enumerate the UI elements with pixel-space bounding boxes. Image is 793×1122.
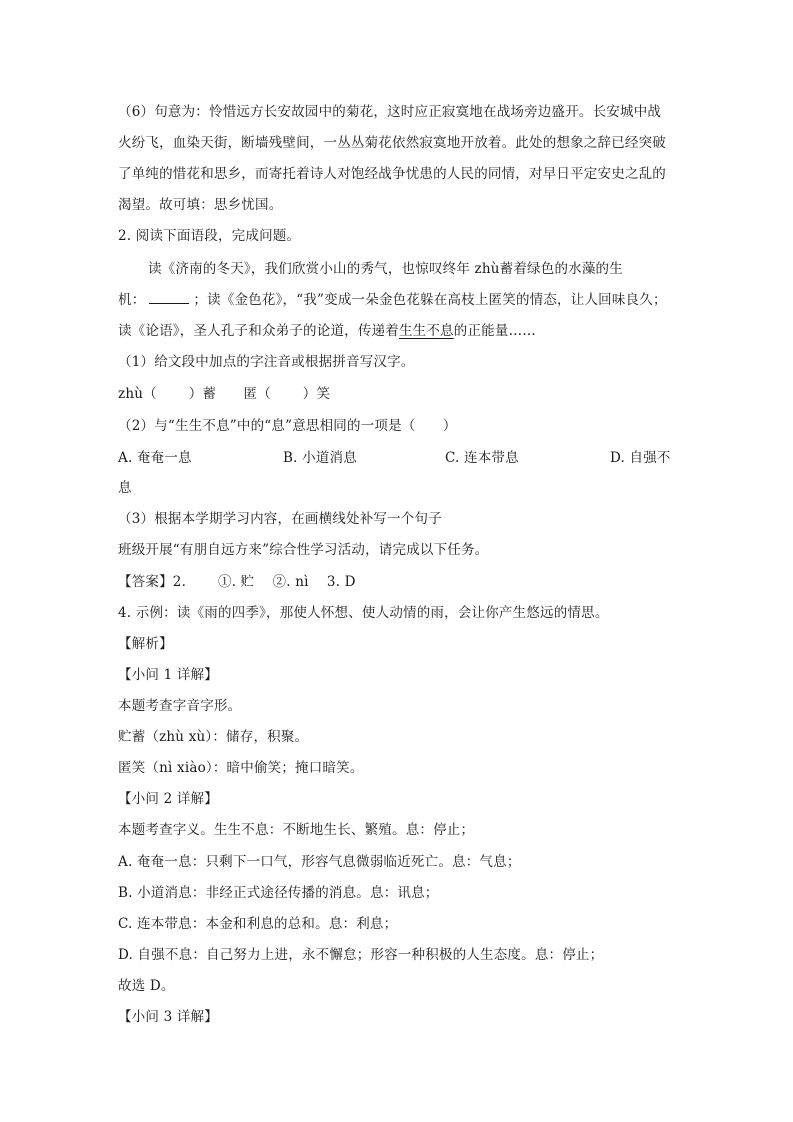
option-b: B. 小道消息	[283, 450, 357, 466]
answer-line-1: 【答案】2. ①. 贮 ②. nì 3. D	[118, 574, 356, 590]
passage-line-3-prefix: 读《论语》，圣人孔子和众弟子的论道，传递着	[118, 323, 399, 339]
sub-q1-line-3: 匿笑（nì xiào）：暗中偷笑；掩口暗笑。	[118, 760, 364, 776]
option-d: D. 自强不	[610, 450, 671, 466]
passage-line-3	[118, 321, 536, 341]
sub-q2-line-c: C. 连本带息：本金和利息的总和。息：利息；	[118, 916, 398, 932]
activity-instruction: 班级开展“有朋自远方来”综合性学习活动，请完成以下任务。	[118, 542, 489, 558]
fill-in-blank	[149, 291, 189, 304]
sub-q2-heading: 【小问 2 详解】	[118, 791, 218, 807]
sub-q1-heading: 【小问 1 详解】	[118, 667, 218, 683]
part6-line-4: 渴望。故可填：思乡忧国。	[118, 197, 283, 213]
sub-q1-line-2: 贮蓄（zhù xù）：储存，积聚。	[118, 729, 309, 745]
passage-line-3-suffix: 的正能量……	[453, 323, 536, 339]
part6-line-3: 了单纯的惜花和思乡，而寄托着诗人对饱经战争忧患的人民的同情，对早日平定安史之乱的	[118, 166, 666, 182]
part6-line-2: 火纷飞，血染天街，断墙残壁间，一丛丛菊花依然寂寞地开放着。此处的想象之辞已经突破	[118, 135, 666, 151]
part6-line-1: （6）句意为：怜惜远方长安故园中的菊花，这时应正寂寞地在战场旁边盛开。长安城中战	[118, 104, 662, 120]
option-a: A. 奄奄一息	[118, 450, 192, 466]
analysis-heading: 【解析】	[118, 636, 173, 652]
passage-line-2	[118, 290, 667, 310]
sub-q2-line-1: 本题考查字义。生生不息：不断地生长、繁殖。息：停止；	[118, 822, 475, 838]
sub-q3-heading: 【小问 3 详解】	[118, 1009, 218, 1025]
sub-question-1-fill: zhù（ ）蓄 匿（ ）笑	[118, 386, 331, 402]
sub-question-3: （3）根据本学期学习内容，在画横线处补写一个句子	[118, 511, 442, 527]
passage-line-2-suffix: ；读《金色花》，“我”变成一朵金色花躲在高枝上匿笑的情态，让人回味良久；	[193, 292, 667, 308]
sub-q2-line-b: B. 小道消息：非经正式途径传播的消息。息：讯息；	[118, 885, 439, 901]
question-2-title: 2. 阅读下面语段，完成问题。	[118, 228, 301, 244]
passage-line-1: 读《济南的冬天》，我们欣赏小山的秀气，也惊叹终年 zhù蓄着绿色的水藻的生	[148, 261, 623, 277]
sub-q2-line-d: D. 自强不息：自己努力上进，永不懈怠；形容一种积极的人生态度。息：停止；	[118, 947, 604, 963]
sub-q2-conclusion: 故选 D。	[118, 978, 175, 994]
options-row	[118, 448, 671, 468]
sub-q2-line-a: A. 奄奄一息：只剩下一口气，形容气息微弱临近死亡。息：气息；	[118, 854, 521, 870]
sub-question-1: （1）给文段中加点的字注音或根据拼音写汉字。	[118, 354, 415, 370]
option-d-wrap: 息	[118, 480, 132, 496]
passage-line-2-prefix: 机：	[118, 292, 146, 308]
underlined-phrase: 生生不息	[398, 323, 454, 339]
sub-question-2: （2）与“生生不息”中的“息”意思相同的一项是（ ）	[118, 418, 457, 434]
sub-q1-line-1: 本题考查字音字形。	[118, 698, 242, 714]
answer-line-2: 4. 示例：读《雨的四季》，那使人怀想、使人动情的雨，会让你产生悠远的情思。	[118, 605, 609, 621]
option-c: C. 连本带息	[445, 450, 519, 466]
